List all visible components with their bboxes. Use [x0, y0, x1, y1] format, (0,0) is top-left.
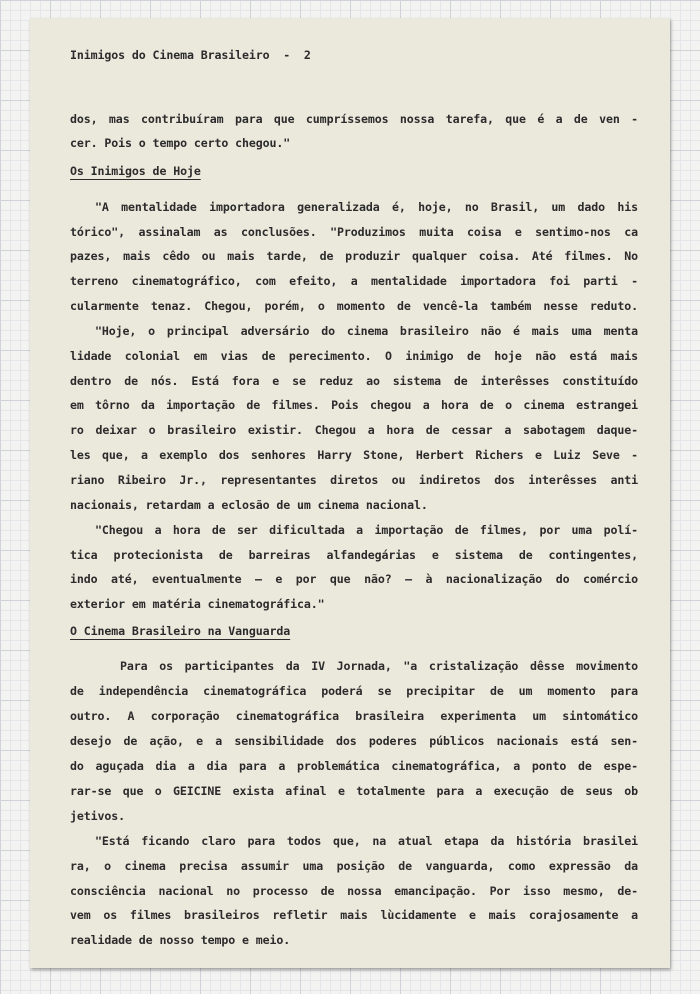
text-line: tórico", assinalam as conclusões. "Produzimos muita coisa e sentimo-nos ca [70, 225, 638, 239]
text-line: terreno cinematográfico, com efeito, a mentalidade importadora foi parti - [70, 274, 638, 288]
text-line: dentro de nós. Está fora e se reduz ao sistema de interêsses constituído [70, 374, 638, 388]
text-line: rar-se que o GEICINE exista afinal e totalmente para a execução de seus ob [70, 784, 638, 798]
section-heading: O Cinema Brasileiro na Vanguarda [70, 624, 291, 638]
text-line: "A mentalidade importadora generalizada é, hoje, no Brasil, um dado his [95, 200, 638, 214]
text-line: outro. A corporação cinematográfica brasileira experimenta um sintomático [70, 709, 638, 723]
page-header: Inimigos do Cinema Brasileiro - 2 [70, 48, 311, 62]
text-line: tica protecionista de barreiras alfandegárias e sistema de contingentes, [70, 548, 638, 562]
text-line: desejo de ação, e a sensibilidade dos poderes públicos nacionais está sen- [70, 734, 638, 748]
text-line: "Está ficando claro para todos que, na atual etapa da história brasilei [95, 834, 638, 848]
text-line: riano Ribeiro Jr., representantes diretos ou indiretos dos interêsses anti [70, 473, 638, 487]
text-line: "Hoje, o principal adversário do cinema brasileiro não é mais uma menta [95, 324, 638, 338]
text-line: indo até, eventualmente — e por que não? — à nacionalização do comércio [70, 572, 638, 586]
text-line: exterior em matéria cinematográfica." [70, 597, 325, 611]
text-line: dos, mas contribuíram para que cumpríssemos nossa tarefa, que é a de ven - [70, 112, 638, 126]
text-line: ro deixar o brasileiro existir. Chegou a hora de cessar a sabotagem daque- [70, 423, 638, 437]
text-line: de independência cinematográfica poderá se precipitar de um momento para [70, 684, 638, 698]
text-line: Para os participantes da IV Jornada, "a cristalização dêsse movimento [120, 659, 638, 673]
text-line: consciência nacional no processo de nossa emancipação. Por isso mesmo, de- [70, 884, 638, 898]
typewritten-page [30, 18, 670, 968]
text-line: realidade de nosso tempo e meio. [70, 933, 291, 947]
text-line: lidade colonial em vias de perecimento. O inimigo de hoje não está mais [70, 349, 638, 363]
text-line: ra, o cinema precisa assumir uma posição de vanguarda, como expressão da [70, 859, 638, 873]
text-line: "Chegou a hora de ser dificultada a importação de filmes, por uma polí- [95, 523, 638, 537]
text-line: cer. Pois o tempo certo chegou." [70, 136, 291, 150]
section-heading: Os Inimigos de Hoje [70, 164, 201, 178]
text-line: vem os filmes brasileiros refletir mais lùcidamente e mais corajosamente a [70, 908, 638, 922]
text-line: pazes, mais cêdo ou mais tarde, de produzir qualquer coisa. Até filmes. No [70, 249, 638, 263]
text-line: jetivos. [70, 809, 126, 823]
text-line: les que, a exemplo dos senhores Harry Stone, Herbert Richers e Luiz Seve - [70, 448, 638, 462]
text-line: do aguçada dia a dia para a problemática cinematográfica, a ponto de espe- [70, 759, 638, 773]
text-line: em tôrno da importação de filmes. Pois chegou a hora de o cinema estrangei [70, 398, 638, 412]
text-line: cularmente tenaz. Chegou, porém, o momento de vencê-la também nesse reduto. [70, 299, 638, 313]
text-line: nacionais, retardam a eclosão de um cinema nacional. [70, 498, 428, 512]
